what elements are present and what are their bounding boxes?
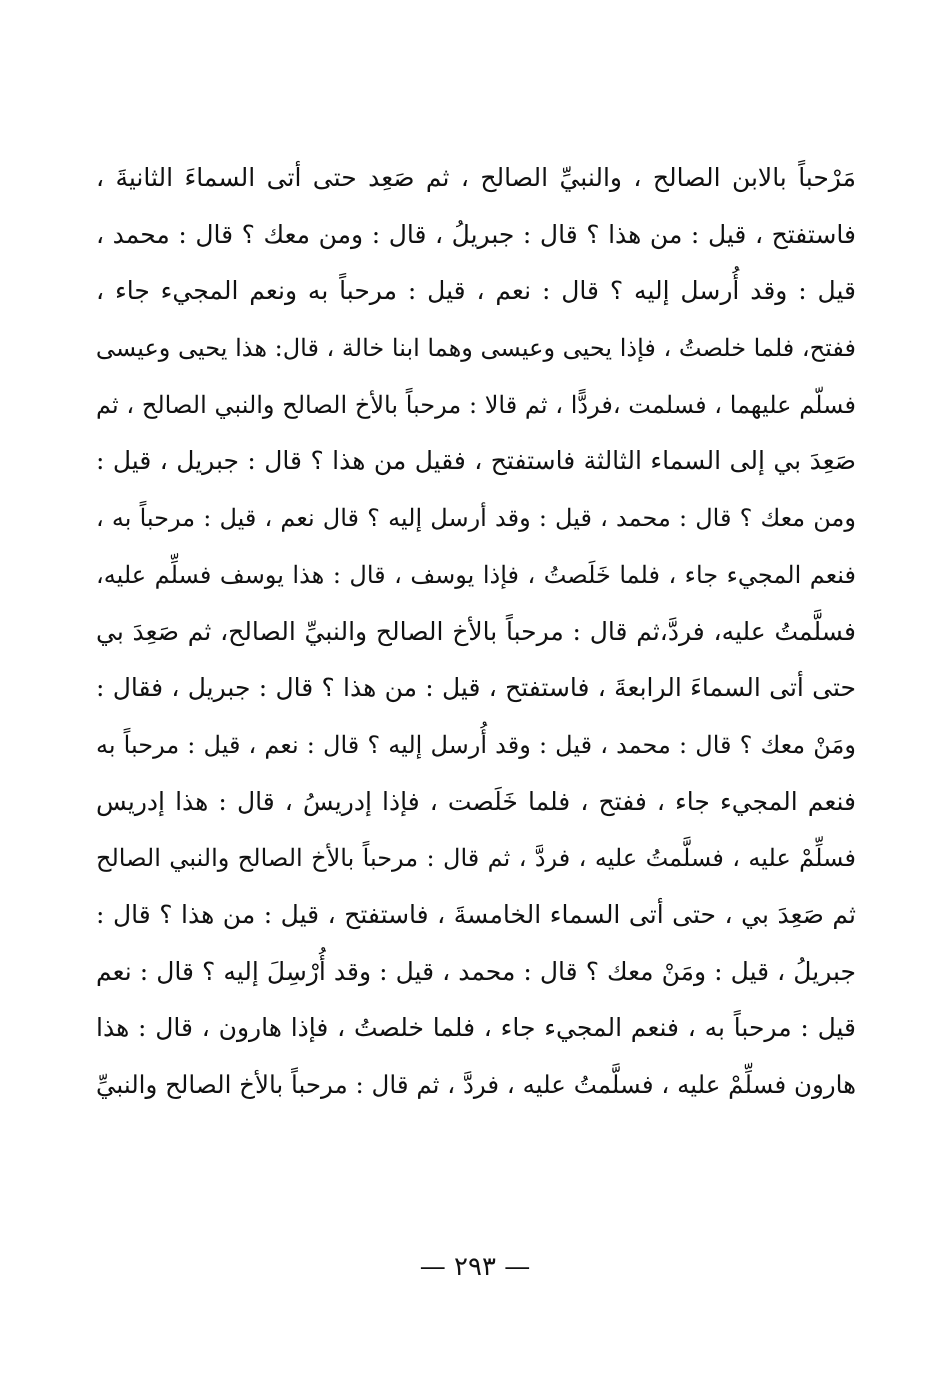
text-line: فسلِّمْ عليه ، فسلَّمتُ عليه ، فردَّ ، ثم قال : مرحباً بالأخ الصالح والنبي الصالح	[96, 844, 856, 873]
text-line: فسلَّمتُ عليه، فردَّ،ثم قال : مرحباً بالأخ الصالح والنبيِّ الصالح، ثم صَعِدَ بي	[96, 616, 856, 646]
text-line: قيل : مرحباً به ، فنعم المجيء جاء ، فلما خلصتُ ، فإذا هارون ، قال : هذا	[96, 1013, 856, 1043]
text-line: مَرْحباً بالابن الصالح ، والنبيِّ الصالح ، ثم صَعِد حتى أتى السماءَ الثانيةَ ،	[96, 163, 856, 192]
text-line: صَعِدَ بي إلى السماء الثالثة فاستفتح ، فقيل من هذا ؟ قال : جبريل ، قيل :	[96, 446, 856, 476]
text-line: فنعم المجيء جاء ، فلما خَلَصتُ ، فإذا يوسف ، قال : هذا يوسف فسلِّم عليه،	[96, 560, 856, 589]
page-number: — ٢٩٣ —	[419, 1252, 531, 1282]
text-line: ثم صَعِدَ بي ، حتى أتى السماء الخامسةَ ، فاستفتح ، قيل : من هذا ؟ قال :	[96, 899, 856, 929]
text-line: فاستفتح ، قيل : من هذا ؟ قال : جبريلُ ، قال : ومن معك ؟ قال : محمد ،	[96, 219, 856, 249]
text-line: هارون فسلِّمْ عليه ، فسلَّمتُ عليه ، فردَّ ، ثم قال : مرحباً بالأخ الصالح والنبيِّ	[96, 1070, 856, 1099]
text-line: ففتح، فلما خلصتُ ، فإذا يحيى وعيسى وهما ابنا خالة ، قال: هذا يحيى وعيسى	[96, 334, 856, 363]
text-line: جبريلُ ، قيل : ومَنْ معك ؟ قال : محمد ، قيل : وقد أُرْسِلَ إليه ؟ قال : نعم	[96, 956, 856, 986]
text-line: قيل : وقد أُرسل إليه ؟ قال : نعم ، قيل : مرحباً به ونعم المجيء جاء ،	[96, 276, 856, 306]
text-line: ومَنْ معك ؟ قال : محمد ، قيل : وقد أُرسل إليه ؟ قال : نعم ، قيل : مرحباً به	[96, 730, 856, 759]
text-line: حتى أتى السماءَ الرابعةَ ، فاستفتح ، قيل : من هذا ؟ قال : جبريل ، فقال :	[96, 673, 856, 703]
body-text	[96, 150, 856, 1114]
text-line: ومن معك ؟ قال : محمد ، قيل : وقد أرسل إليه ؟ قال نعم ، قيل : مرحباً به ،	[96, 504, 856, 533]
text-line: فسلّم عليهما ، فسلمت ،فردًّا ، ثم قالا : مرحباً بالأخ الصالح والنبي الصالح ، ثم	[96, 390, 856, 419]
text-line: فنعم المجيء جاء ، ففتح ، فلما خَلَصت ، فإذا إدريسُ ، قال : هذا إدريس	[96, 786, 856, 816]
